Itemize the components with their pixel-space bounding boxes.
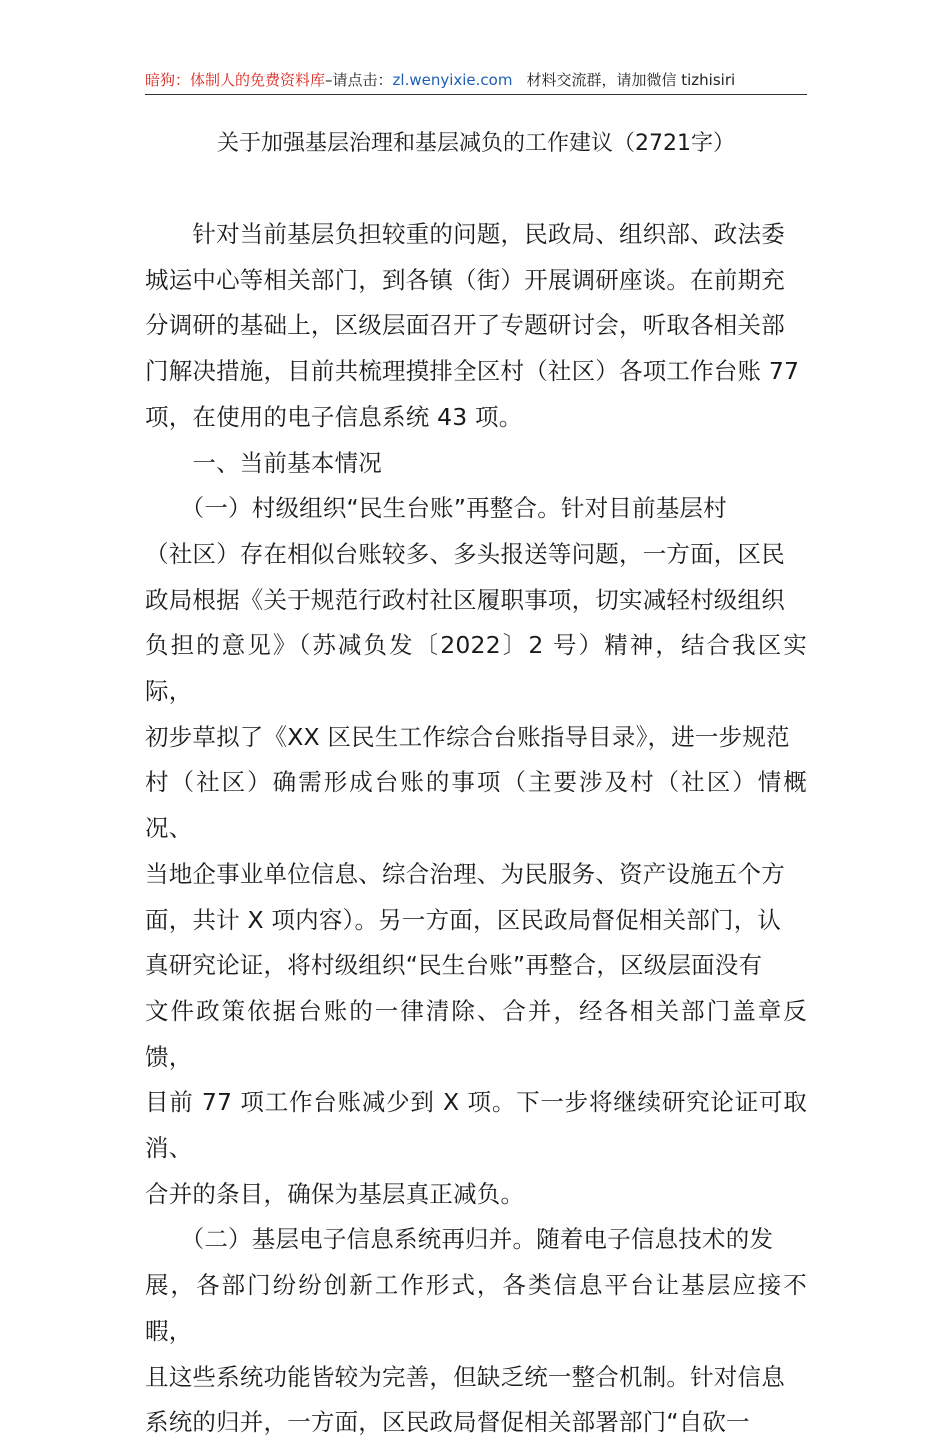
header-brand: 暗狗：体制人的免费资料库: [145, 71, 326, 89]
header-url-link[interactable]: zl.wenyixie.com: [392, 71, 513, 89]
document-body: [145, 212, 807, 1446]
paragraph-section-1-2: （二）基层电子信息系统再归并。随着电子信息技术的发 展，各部门纷纷创新工作形式，各类信息平台让基层应接不暇， 且这些系统功能皆较为完善，但缺乏统一整合机制。针对信息 系统的归并，一方面，区民政局督促相关部署部门“自砍一: [145, 1225, 807, 1437]
header-click-prefix: –请点击：: [325, 71, 393, 89]
paragraph-intro: 针对当前基层负担较重的问题，民政局、组织部、政法委 城运中心等相关部门，到各镇（街）开展调研座谈。在前期充 分调研的基础上，区级层面召开了专题研讨会，听取各相关部 门解决措施，目前共梳理摸排全区村（社区）各项工作台账 77 项，在使用的电子信息系统 43 项。: [145, 220, 800, 431]
header-wechat-note: 材料交流群，请加微信 tizhisiri: [526, 71, 736, 89]
document-title: 关于加强基层治理和基层减负的工作建议（2721字）: [217, 131, 735, 156]
section-heading-1: 一、当前基本情况: [145, 448, 382, 477]
page-header: [145, 68, 807, 92]
header-divider: [145, 94, 807, 95]
paragraph-section-1-1: （一）村级组织“民生台账”再整合。针对目前基层村 （社区）存在相似台账较多、多头报送等问题，一方面，区民 政局根据《关于规范行政村社区履职事项，切实减轻村级组织 负担的意见》（苏减负发〔2022〕2 号）精神，结合我区实际， 初步草拟了《XX 区民生工作综合台账指导目录》，进一步规范 村（社区）确需形成台账的事项（主要涉及村（社区）情概况、 当地企事业单位信息、综合治理、为民服务、资产设施五个方 面，共计 X 项内容）。另一方面，区民政局督促相关部门，认 真研究论证，将村级组织“民生台账”再整合，区级层面没有 文件政策依据台账的一律清除、合并，经各相关部门盖章反馈， 目前 77 项工作台账减少到 X 项。下一步将继续研究论证可取消、 合并的条目，确保为基层真正减负。: [145, 494, 807, 1208]
